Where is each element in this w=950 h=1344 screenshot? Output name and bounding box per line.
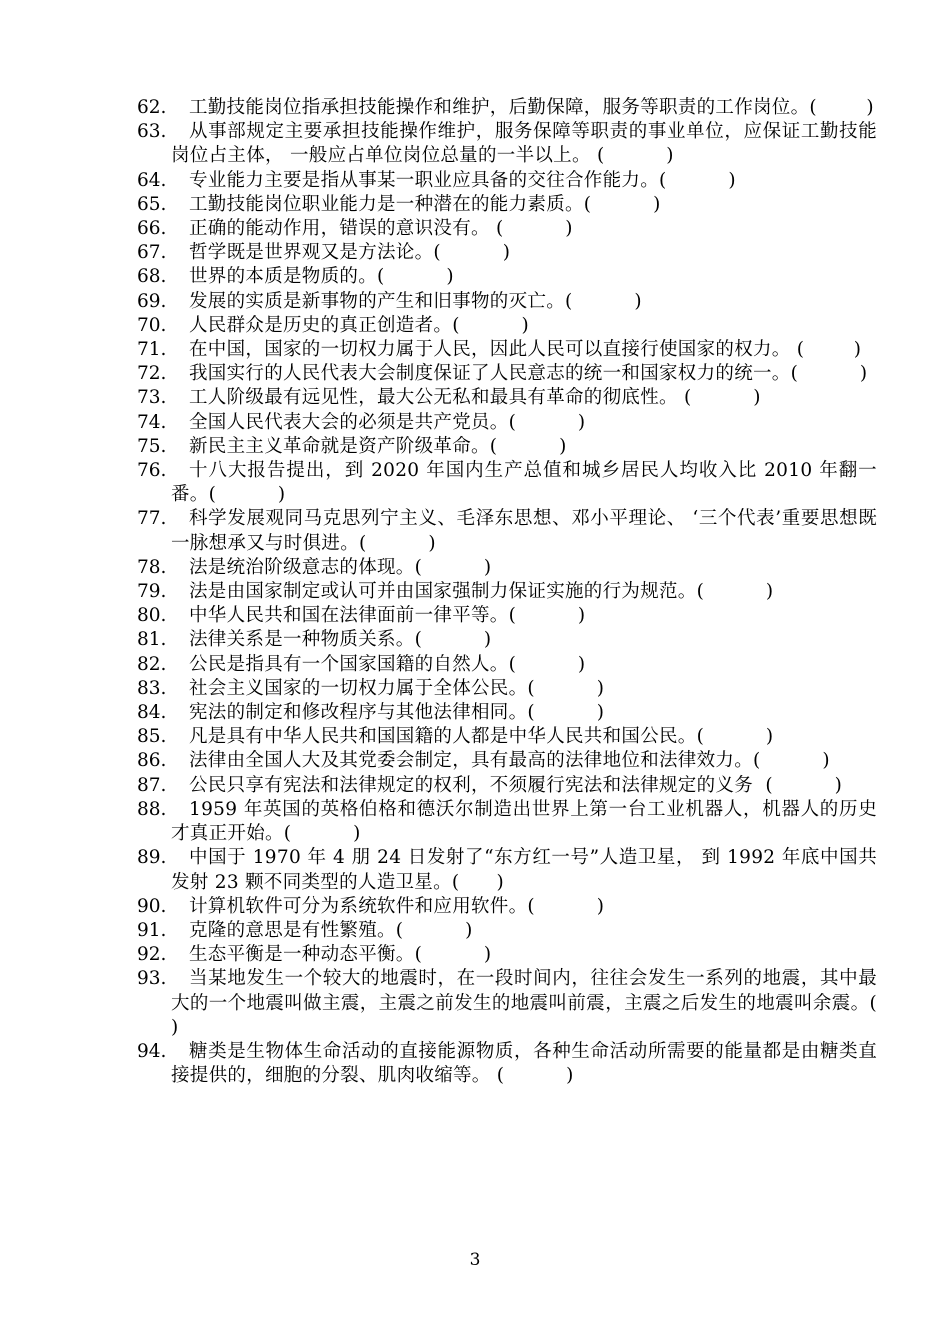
question-number: 75. [137, 435, 167, 457]
question-text: 哲学既是世界观又是方法论。( ) [189, 242, 511, 264]
question-number: 91. [137, 919, 167, 941]
question-text: 人民群众是历史的真正创造者。( ) [189, 314, 530, 336]
question-item [137, 556, 877, 580]
question-text: 生态平衡是一种动态平衡。( ) [189, 944, 492, 966]
question-item [137, 628, 877, 652]
question-item [137, 653, 877, 677]
question-text: 在中国，国家的一切权力属于人民，因此人民可以直接行使国家的权力。 ( ) [189, 339, 862, 361]
question-number: 69. [137, 290, 167, 312]
question-text: 工勤技能岗位指承担技能操作和维护，后勤保障，服务等职责的工作岗位。( ) [189, 97, 874, 118]
question-number: 65. [137, 193, 167, 215]
question-number: 84. [137, 702, 167, 724]
question-text: 我国实行的人民代表大会制度保证了人民意志的统一和国家权力的统一。( ) [189, 363, 868, 385]
question-item [137, 895, 877, 919]
question-item [137, 798, 877, 846]
question-number: 63. [137, 121, 167, 143]
question-number: 82. [137, 653, 167, 675]
question-number: 67. [137, 242, 167, 264]
question-item [137, 96, 877, 120]
question-text: 凡是具有中华人民共和国国籍的人都是中华人民共和国公民。( ) [189, 726, 774, 748]
question-item [137, 169, 877, 193]
question-text: 工人阶级最有远见性，最大公无私和最具有革命的彻底性。 ( ) [189, 387, 761, 409]
question-item [137, 411, 877, 435]
question-text: 公民是指具有一个国家国籍的自然人。( ) [189, 653, 586, 675]
question-number: 83. [137, 677, 167, 699]
question-number: 70. [137, 314, 167, 336]
question-item [137, 217, 877, 241]
question-number: 64. [137, 169, 167, 191]
question-number: 86. [137, 750, 167, 772]
question-text: 法是统治阶级意志的体现。( ) [189, 556, 492, 578]
question-number: 88. [137, 798, 167, 820]
question-number: 93. [137, 968, 167, 990]
question-text: 新民主主义革命就是资产阶级革命。( ) [189, 435, 567, 457]
question-number: 68. [137, 266, 167, 288]
question-number: 79. [137, 581, 167, 603]
question-number: 66. [137, 218, 167, 240]
question-text: 全国人民代表大会的必须是共产党员。( ) [189, 411, 586, 433]
page-number: 3 [469, 1250, 481, 1270]
question-number: 71. [137, 339, 167, 361]
question-item [137, 290, 877, 314]
question-text: 1959 年英国的英格伯格和德沃尔制造出世界上第一台工业机器人，机器人的历史才真正开始。( ) [171, 798, 877, 845]
question-item [137, 386, 877, 410]
question-text: 科学发展观同马克思列宁主义、毛泽东思想、邓小平理论、 ‘三个代表’重要思想既一脉想承又与时俱进。( ) [171, 508, 877, 554]
question-number: 72. [137, 363, 167, 385]
question-item [137, 701, 877, 725]
question-item [137, 919, 877, 943]
question-text: 中国于 1970 年 4 朋 24 日发射了“东方红一号”人造卫星， 到 1992 年底中国共发射 23 颗不同类型的人造卫星。( ) [171, 847, 877, 893]
question-item [137, 943, 877, 967]
question-number: 62. [137, 97, 167, 118]
question-text: 社会主义国家的一切权力属于全体公民。( ) [189, 677, 605, 699]
question-item [137, 774, 877, 798]
question-text: 法律由全国人大及其党委会制定，具有最高的法律地位和法律效力。( ) [189, 750, 830, 772]
question-text: 宪法的制定和修改程序与其他法律相同。( ) [189, 702, 605, 724]
question-number: 78. [137, 556, 167, 578]
question-item [137, 459, 877, 507]
question-text: 十八大报告提出，到 2020 年国内生产总值和城乡居民人均收入比 2010 年翻一番。( ) [171, 460, 877, 506]
question-text: 计算机软件可分为系统软件和应用软件。( ) [189, 895, 605, 917]
question-number: 94. [137, 1040, 167, 1062]
question-number: 85. [137, 726, 167, 748]
question-list [137, 96, 939, 1088]
question-number: 90. [137, 895, 167, 917]
question-text: 糖类是生物体生命活动的直接能源物质，各种生命活动所需要的能量都是由糖类直接提供的，细胞的分裂、肌肉收缩等。 ( ) [171, 1040, 877, 1087]
question-item [137, 265, 877, 289]
question-number: 76. [137, 460, 167, 482]
question-item [137, 435, 877, 459]
question-item [137, 967, 939, 1040]
question-number: 87. [137, 774, 167, 796]
question-text: 公民只享有宪法和法律规定的权利，不须履行宪法和法律规定的义务 ( ) [189, 774, 843, 796]
question-item [137, 846, 877, 894]
question-text: 中华人民共和国在法律面前一律平等。( ) [189, 605, 586, 627]
question-item [137, 677, 877, 701]
question-text: 世界的本质是物质的。( ) [189, 266, 454, 288]
question-item [137, 507, 877, 555]
question-text: 当某地发生一个较大的地震时，在一段时间内，往往会发生一系列的地震，其中最大的一个地震叫做主震，主震之前发生的地震叫前震，主震之后发生的地震叫余震。( ) [171, 968, 939, 1038]
question-text: 法律关系是一种物质关系。( ) [189, 629, 492, 651]
question-item [137, 362, 877, 386]
question-number: 92. [137, 944, 167, 966]
question-item [137, 241, 877, 265]
question-number: 89. [137, 847, 167, 869]
question-item [137, 580, 877, 604]
question-item [137, 314, 877, 338]
question-item [137, 725, 877, 749]
question-item [137, 1040, 877, 1088]
question-item [137, 749, 877, 773]
question-number: 74. [137, 411, 167, 433]
question-text: 专业能力主要是指从事某一职业应具备的交往合作能力。( ) [189, 169, 736, 191]
question-item [137, 120, 877, 168]
question-text: 发展的实质是新事物的产生和旧事物的灭亡。( ) [189, 290, 642, 312]
question-text: 工勤技能岗位职业能力是一种潜在的能力素质。( ) [189, 193, 661, 215]
question-number: 73. [137, 387, 167, 409]
question-text: 法是由国家制定或认可并由国家强制力保证实施的行为规范。( ) [189, 581, 774, 603]
question-text: 正确的能动作用，错误的意识没有。 ( ) [189, 218, 573, 240]
question-item [137, 604, 877, 628]
question-text: 从事部规定主要承担技能操作维护，服务保障等职责的事业单位，应保证工勤技能岗位占主体， 一般应占单位岗位总量的一半以上。 ( ) [171, 121, 877, 167]
question-item [137, 193, 877, 217]
question-number: 80. [137, 605, 167, 627]
question-number: 77. [137, 508, 167, 530]
question-item [137, 338, 877, 362]
question-text: 克隆的意思是有性繁殖。( ) [189, 919, 473, 941]
question-number: 81. [137, 629, 167, 651]
